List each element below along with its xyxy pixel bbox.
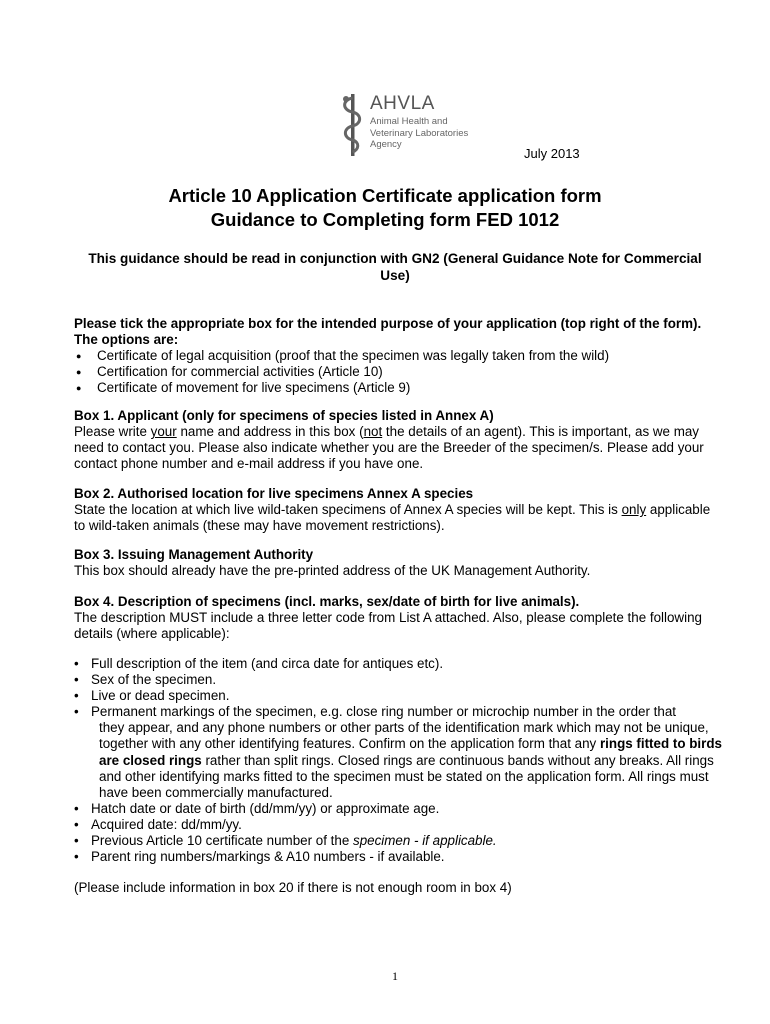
purpose-options [74,348,724,396]
box3-section [74,547,724,579]
bullet-icon: • [74,672,79,688]
bullet-icon: • [74,800,79,816]
list-item: • Sex of the specimen. [74,672,217,688]
box4-details [74,656,724,865]
bullet-icon: • [74,816,79,832]
caduceus-icon [340,92,366,158]
box1-section [74,408,724,472]
list-item: • Parent ring numbers/markings & A10 numbers - if available. [74,849,445,865]
document-title: Article 10 Application Certificate application form Guidance to Completing form FED 1012 [168,185,602,230]
list-item: • Full description of the item (and circa date for antiques etc). [74,656,444,671]
agency-logo [340,92,480,160]
box2-heading: Box 2. Authorised location for live specimens Annex A species [74,486,474,501]
logo-subtitle: Animal Health and Veterinary Laboratories Agency [370,116,469,150]
purpose-heading: Please tick the appropriate box for the intended purpose of your application (top right of the form). The options are: [74,316,702,347]
bullet-icon: ● [76,351,82,361]
bullet-icon: • [74,833,79,849]
purpose-section [74,316,724,396]
list-item: • Live or dead specimen. [74,688,230,704]
document-subtitle: This guidance should be read in conjunction with GN2 (General Guidance Note for Commercial Use) [88,251,702,283]
bullet-icon: • [74,704,79,720]
box1-heading: Box 1. Applicant (only for specimens of species listed in Annex A) [74,408,494,423]
list-item: • Acquired date: dd/mm/yy. [74,816,242,832]
box4-heading: Box 4. Description of specimens (incl. marks, sex/date of birth for live animals). [74,594,580,609]
page-number: 1 [392,969,398,983]
box4-list [74,656,724,865]
box4-section [74,594,724,642]
bullet-icon: • [74,849,79,865]
box1-text: Please write your name and address in this box (not the details of an agent). This is important, as we may need to contact you. Please also indicate whether you are the Breeder of the specimen/s. Please add your contact phone number and e-mail address if you have one. [74,424,704,471]
document-date: July 2013 [524,146,580,161]
box2-text: State the location at which live wild-taken specimens of Annex A species will be kept. This is only applicable to wild-taken animals (these may have movement restrictions). [74,502,711,533]
list-item: • Hatch date or date of birth (dd/mm/yy) or approximate age. [74,800,440,816]
logo-title: AHVLA [370,93,435,114]
bullet-icon: • [74,656,79,671]
box2-section [74,486,724,534]
bullet-icon: ● [76,383,82,393]
bullet-icon: • [74,688,79,704]
list-item: ● Certificate of movement for live specimens (Article 9) [76,380,411,395]
footer-note: (Please include information in box 20 if there is not enough room in box 4) [74,880,512,895]
list-item: • Previous Article 10 certificate number of the specimen - if applicable. [74,833,497,849]
list-item: ● Certificate of legal acquisition (proof that the specimen was legally taken from the wild) [76,348,610,363]
list-item: • Permanent markings of the specimen, e.g. close ring number or microchip number in the order that they appear, and any phone numbers or other parts of the identification mark which may not be unique, together with any other identifying features. Confirm on the application form that any rings fitted to birds are closed rings rather than split rings. Closed rings are continuous bands without any breaks. All rings and other identifying marks fitted to the specimen must be stated on the application form. All rings must have been commercially manufactured. [74,704,722,800]
bullet-icon: ● [76,367,82,377]
box4-text: The description MUST include a three letter code from List A attached. Also, please complete the following details (where applicable): [74,610,702,641]
list-item: ● Certification for commercial activities (Article 10) [76,364,383,379]
box3-heading: Box 3. Issuing Management Authority [74,547,314,562]
box3-text: This box should already have the pre-printed address of the UK Management Authority. [74,563,591,578]
